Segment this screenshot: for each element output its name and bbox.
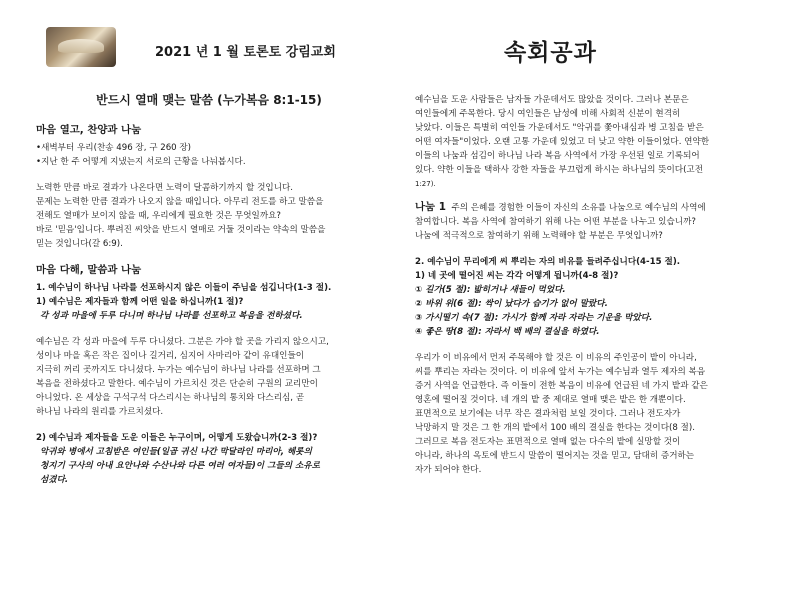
commentary-paragraph-3: 우리가 이 비유에서 먼저 주목해야 할 것은 이 비유의 주인공이 밭이 아니라, 씨를 뿌리는 자라는 것이다. 이 비유에 앞서 누가는 예수님과 열두 제자의 복음 증거 사역을 언급한다. 즉 이들이 전한 복음이 비유에 언급된 네 가지 밭과 같은 영혼에 떨어질 것이다. 네 개의 밭 중 제대로 열매 맺은 밭은 한 개뿐이다. 표면적으로 보기에는 너무 작은 결과처럼 보일 것이다. 그러나 전도자가 낙망하지 말 것은 그 한 개의 밭에서 100 배의 결실을 한다는 것이다(8 절). 그러므로 복음 전도자는 표면적으로 열매 없는 다수의 밭에 실망할 것이 아니라, 하나의 옥토에 반드시 말씀이 떨어지는 것을 믿고, 담대히 증거하는 자가 되어야 한다. <box>415 353 708 475</box>
commentary-paragraph-2: 예수님을 도운 사람들은 남자들 가운데서도 많았을 것이다. 그러나 본문은 여인들에게 주목한다. 당시 여인들은 남성에 비해 사회적 신분이 현격히 낮았다. 이들은 특별히 여인들 가운데서도 "악귀를 쫓아내심과 병 고침을 받은 어떤 여자들"이었다. 오랜 고통 가운데 있었고 더 낮고 약한 이들이었다. 연약한 이들의 나눔과 섬김이 하나님 나라 복음 사역에서 가장 우선된 일로 기록되어 있다. 약한 이들을 택하사 강한 자들을 부끄럽게 하시는 하나님의 뜻이다(고전 1:27). <box>415 95 710 188</box>
share-1: 나눔 1 주의 은혜를 경험한 이들이 자신의 소유를 나눔으로 예수님의 사역에 참여합니다. 복음 사역에 참여하기 위해 나는 어떤 부분을 나누고 있습니까? 나눔에 적극적으로 참여하기 위해 노력해야 할 부분은 무엇입니까? <box>415 201 706 241</box>
question-1-2: 2) 예수님과 제자들을 도운 이들은 누구이며, 어떻게 도왔습니까(2-3 절)? <box>36 433 318 443</box>
right-column <box>415 93 765 477</box>
share-1-label: 나눔 1 <box>415 201 446 213</box>
answers-2-1 <box>415 283 765 339</box>
question-1-1: 1) 예수님은 제자들과 함께 어떤 일을 하십니까(1 절)? <box>36 297 244 307</box>
lesson-title: 반드시 열매 맺는 말씀 (누가복음 8:1-15) <box>96 93 322 107</box>
question-2: 2. 예수님이 무리에게 씨 뿌리는 자의 비유를 들려주십니다(4-15 절). <box>415 257 681 267</box>
answer-1-2: 악귀와 병에서 고침받은 여인들(일곱 귀신 나간 막달라인 마리아, 헤롯의 청지기 구사의 아내 요안나와 수산나와 다른 여러 여자들)이 그들의 소유로 섬겼다. <box>40 447 320 485</box>
bullet-hymn: •새벽부터 우리(찬송 496 장, 구 260 장) <box>36 143 192 153</box>
bible-pages-icon <box>58 39 104 53</box>
header-title: 2021 년 1 월 토론토 강림교회 <box>155 45 336 60</box>
answer-good-soil: ④ 좋은 땅(8 절): 자라서 백 배의 결실을 하였다. <box>415 327 600 337</box>
intro-paragraph: 노력한 만큼 바로 결과가 나온다면 노력이 달콤하기까지 할 것입니다. 문제는 노력한 만큼 결과가 나오지 않을 때입니다. 아무리 전도를 하고 말씀을 전해도 열매가 보이지 않을 때, 우리에게 필요한 것은 무엇일까요? 바로 '믿음'입니다. 뿌려진 씨앗을 반드시 열매로 거둘 것이라는 약속의 말씀을 믿는 것입니다(갈 6:9). <box>36 183 326 249</box>
open-bible-photo <box>46 27 116 67</box>
answer-rock: ② 바위 위(6 절): 싹이 났다가 습기가 없어 말랐다. <box>415 299 608 309</box>
answer-wayside: ① 길가(5 절): 밟히거나 새들이 먹었다. <box>415 285 566 295</box>
section-heading-word: 마음 다해, 말씀과 나눔 <box>36 264 142 276</box>
brand-title: 속회공과 <box>504 40 597 66</box>
answer-1-1: 각 성과 마을에 두루 다니며 하나님 나라를 선포하고 복음을 전하셨다. <box>40 311 303 321</box>
left-column <box>36 93 382 487</box>
bullet-week: •지난 한 주 어떻게 지냈는지 서로의 근황을 나눠봅시다. <box>36 157 246 167</box>
question-1: 1. 예수님이 하나님 나라를 선포하시지 않은 이들이 주님을 섬깁니다(1-3 절). <box>36 283 332 293</box>
question-2-1: 1) 네 곳에 떨어진 씨는 각각 어떻게 됩니까(4-8 절)? <box>415 271 619 281</box>
section-heading-open: 마음 열고, 찬양과 나눔 <box>36 124 142 136</box>
answer-thorns: ③ 가시떨기 속(7 절): 가시가 함께 자라 자라는 기운을 막았다. <box>415 313 653 323</box>
commentary-paragraph-1: 예수님은 각 성과 마을에 두루 다니셨다. 그분은 가야 할 곳을 가리지 않으시고, 성이나 마을 혹은 작은 집이나 길거리, 심지어 사마리아 같이 유대인들이 지극히 꺼리 곳까지도 다니셨다. 누가는 예수님이 하나님 나라를 선포하며 그 복음을 전하셨다고 말한다. 예수님이 가르치신 것은 단순히 구원의 교리만이 아니었다. 온 세상을 구석구석 다스리시는 하나님의 통치와 다스리심, 곧 하나님 나라의 원리를 가르치셨다. <box>36 337 329 417</box>
